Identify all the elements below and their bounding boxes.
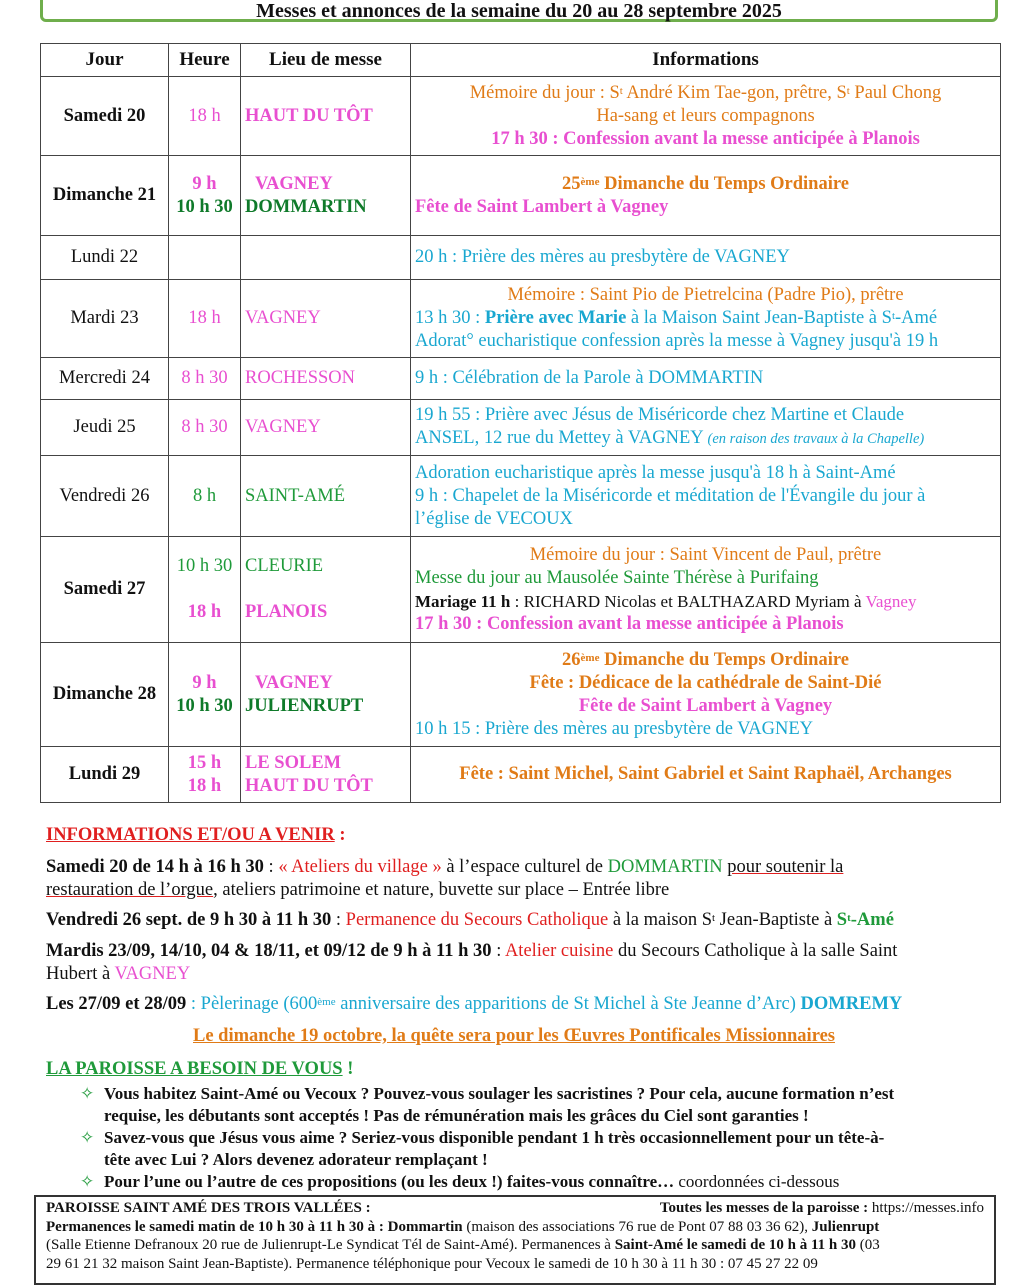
pointing-hand-icon: ✧ (80, 1172, 95, 1191)
info-paragraph: Mardis 23/09, 14/10, 04 & 18/11, et 09/12 de 9 h à 11 h 30 : Atelier cuisine du Secours Catholique à la salle Saint Hubert à VAGNEY (46, 941, 898, 984)
info-cell (411, 156, 1001, 236)
hour-cell: 8 h (169, 456, 241, 537)
place-cell: VAGNEY DOMMARTIN (241, 156, 411, 236)
table-row (41, 643, 1001, 747)
hour-cell: 15 h 18 h (169, 747, 241, 803)
table-row (41, 747, 1001, 803)
info-line: 25ème Dimanche du Temps Ordinaire (562, 173, 849, 194)
table-row (41, 537, 1001, 643)
info-cell: 9 h : Célébration de la Parole à DOMMARTIN (411, 358, 1001, 400)
info-line: Mémoire du jour : Saint Vincent de Paul, prêtre (529, 544, 882, 565)
day-cell: Vendredi 26 (41, 456, 169, 537)
place-cell: HAUT DU TÔT (241, 77, 411, 156)
table-row (41, 358, 1001, 400)
info-cell: Fête : Saint Michel, Saint Gabriel et Saint Raphaël, Archanges (411, 747, 1001, 803)
hour-cell (169, 236, 241, 280)
hour-cell: 10 h 30 18 h (169, 537, 241, 643)
table-row (41, 77, 1001, 156)
place-cell: VAGNEY (241, 400, 411, 456)
hour-cell: 18 h (169, 280, 241, 358)
place-cell: CLEURIE PLANOIS (241, 537, 411, 643)
footer-header-line (46, 1199, 984, 1218)
info-line: Messe du jour au Mausolée Sainte Thérèse à Purifaing (415, 567, 819, 588)
day-cell: Mercredi 24 (41, 358, 169, 400)
hour-cell: 9 h 10 h 30 (169, 156, 241, 236)
info-cell: 20 h : Prière des mères au presbytère de VAGNEY (411, 236, 1001, 280)
info-line: Fête : Dédicace de la cathédrale de Saint-Dié (529, 672, 882, 693)
info-line: 19 h 55 : Prière avec Jésus de Miséricorde chez Martine et Claude (415, 405, 905, 425)
hour-cell: 8 h 30 (169, 358, 241, 400)
footer-line: 29 61 21 32 maison Saint Jean-Baptiste). Permanence téléphonique pour Vecoux le samedi de 10 h 30 à 11 h 30 : 07 45 27 22 09 (46, 1255, 818, 1272)
info-line: Fête de Saint Lambert à Vagney (578, 695, 833, 716)
info-cell (411, 537, 1001, 643)
info-line: Adorat° eucharistique confession après la messe à Vagney jusqu'à 19 h (415, 331, 939, 351)
table-row (41, 400, 1001, 456)
header-place: Lieu de messe (241, 44, 411, 77)
day-cell: Dimanche 28 (41, 643, 169, 747)
info-line: Mémoire du jour : $S^t$ André Kim Tae-gon, prêtre, $S^t$ Paul Chong (469, 82, 942, 103)
pointing-hand-icon: ✧ (80, 1084, 95, 1103)
info-paragraph: Vendredi 26 sept. de 9 h 30 à 11 h 30 : Permanence du Secours Catholique à la maison $S^t$ Jean-Baptiste à $S^t$-Amé (46, 910, 894, 930)
place-cell (241, 236, 411, 280)
need-title: LA PAROISSE A BESOIN DE VOUS ! (46, 1059, 354, 1079)
need-bullet-list (80, 1083, 990, 1193)
info-line: 13 h 30 : Prière avec Marie à la Maison Saint Jean-Baptiste à $S^t$-Amé (415, 308, 938, 328)
header-hour: Heure (169, 44, 241, 77)
page-title-banner (40, 0, 998, 22)
info-line: Adoration eucharistique après la messe jusqu'à 18 h à Saint-Amé (415, 462, 896, 483)
parish-contact-footer (34, 1195, 996, 1285)
hour-cell: 8 h 30 (169, 400, 241, 456)
day-cell: Mardi 23 (41, 280, 169, 358)
info-line: 10 h 15 : Prière des mères au presbytère de VAGNEY (415, 718, 813, 739)
info-paragraph: Samedi 20 de 14 h à 16 h 30 : « Ateliers du village » à l’espace culturel de DOMMARTIN pour soutenir la restauration de l’orgue, ateliers patrimoine et nature, buvette sur place – Entrée libre (46, 857, 844, 900)
day-cell: Samedi 20 (41, 77, 169, 156)
info-cell (411, 643, 1001, 747)
list-item: ✧ Savez-vous que Jésus vous aime ? Seriez-vous disponible pendant 1 h très occasionnellement pour un tête-à- tête avec Lui ? Alors devenez adorateur remplaçant ! (80, 1128, 885, 1169)
info-line: Fête de Saint Lambert à Vagney (415, 196, 669, 217)
info-line: ANSEL, 12 rue du Mettey à VAGNEY (en raison des travaux à la Chapelle) (415, 428, 925, 448)
place-cell: SAINT-AMÉ (241, 456, 411, 537)
info-cell (411, 77, 1001, 156)
header-info: Informations (411, 44, 1001, 77)
info-line: 9 h : Chapelet de la Miséricorde et méditation de l'Évangile du jour à (415, 485, 926, 506)
header-day: Jour (41, 44, 169, 77)
messes-info-link[interactable]: Toutes les messes de la paroisse : https://messes.info (659, 1200, 984, 1216)
info-line: 26ème Dimanche du Temps Ordinaire (562, 649, 849, 670)
info-line: Mariage 11 h : RICHARD Nicolas et BALTHAZARD Myriam à Vagney (415, 591, 917, 611)
day-cell: Lundi 29 (41, 747, 169, 803)
pointing-hand-icon: ✧ (80, 1128, 95, 1147)
day-cell: Lundi 22 (41, 236, 169, 280)
day-cell: Samedi 27 (41, 537, 169, 643)
page-title: Messes et annonces de la semaine du 20 au 28 septembre 2025 (256, 0, 782, 22)
place-cell: VAGNEY (241, 280, 411, 358)
mass-schedule-table (40, 43, 1001, 803)
list-item: ✧ Pour l’une ou l’autre de ces propositions (ou les deux !) faites-vous connaître… coordonnées ci-dessous (80, 1172, 840, 1191)
info-line: 17 h 30 : Confession avant la messe anticipée à Planois (491, 128, 920, 149)
infos-title: INFORMATIONS ET/OU A VENIR : (46, 825, 346, 845)
day-cell: Jeudi 25 (41, 400, 169, 456)
table-row (41, 456, 1001, 537)
info-line: Ha-sang et leurs compagnons (596, 105, 815, 126)
info-line: Mémoire : Saint Pio de Pietrelcina (Padre Pio), prêtre (507, 285, 904, 305)
table-header-row (41, 44, 1001, 77)
info-line: 17 h 30 : Confession avant la messe anticipée à Planois (415, 613, 844, 634)
info-cell (411, 400, 1001, 456)
table-row (41, 280, 1001, 358)
info-cell (411, 456, 1001, 537)
hour-cell: 18 h (169, 77, 241, 156)
info-line: l’église de VECOUX (415, 508, 573, 529)
info-cell (411, 280, 1001, 358)
place-cell: ROCHESSON (241, 358, 411, 400)
day-cell: Dimanche 21 (41, 156, 169, 236)
hour-cell: 9 h 10 h 30 (169, 643, 241, 747)
place-cell: VAGNEY JULIENRUPT (241, 643, 411, 747)
info-quete: Le dimanche 19 octobre, la quête sera pour les Œuvres Pontificales Missionnaires (193, 1026, 835, 1046)
parish-name: PAROISSE SAINT AMÉ DES TROIS VALLÉES : (46, 1200, 371, 1216)
footer-line: Permanences le samedi matin de 10 h 30 à 11 h 30 à : Dommartin (maison des associations 76 rue de Pont 07 88 03 36 62), Julienrupt (46, 1218, 880, 1235)
table-row (41, 236, 1001, 280)
info-paragraph: Les 27/09 et 28/09 : Pèlerinage (600ème anniversaire des apparitions de St Michel à Ste Jeanne d’Arc) DOMREMY (46, 994, 903, 1014)
table-row (41, 156, 1001, 236)
list-item: ✧ Vous habitez Saint-Amé ou Vecoux ? Pouvez-vous soulager les sacristines ? Pour cela, aucune formation n’est requise, les débutants sont acceptés ! Pas de rémunération mais les grâces du Ciel sont garanties ! (80, 1084, 895, 1125)
footer-line: (Salle Etienne Defranoux 20 rue de Julienrupt-Le Syndicat Tél de Saint-Amé). Permanences à Saint-Amé le samedi de 10 h à 11 h 30 (03 (46, 1237, 880, 1253)
place-cell: LE SOLEM HAUT DU TÔT (241, 747, 411, 803)
